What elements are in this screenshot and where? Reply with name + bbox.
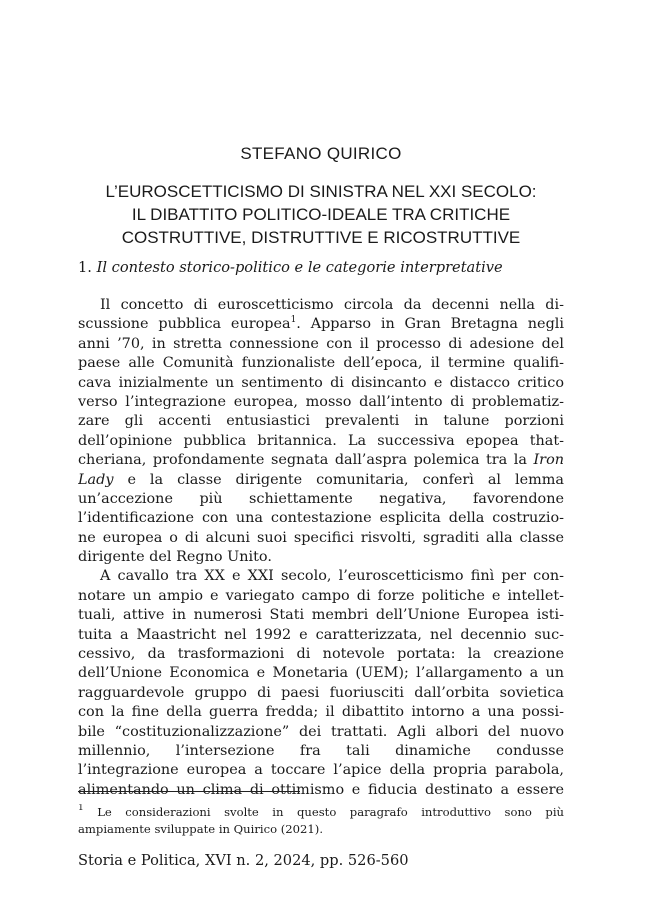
footnote-ref: 1 (290, 315, 297, 326)
text-line: Il concetto di euroscetticismo circola da decenni nella di- (100, 297, 564, 313)
text-line: notare un ampio e variegato campo di forze politiche e intellet- (78, 587, 564, 604)
journal-citation: Storia e Politica, XVI n. 2, 2024, pp. 526-560 (78, 852, 409, 869)
text-line: anni ’70, in stretta connessione con il processo di adesione del (78, 335, 564, 352)
text-line: ne europea o di alcuni suoi specifici risvolti, sgraditi alla classe (78, 529, 564, 546)
text-line: cava inizialmente un sentimento di disincanto e distacco critico (78, 374, 564, 391)
text-line: verso l’integrazione europea, mosso dall’intento di problematiz- (78, 393, 564, 410)
text-line (78, 451, 564, 470)
text-line: A cavallo tra XX e XXI secolo, l’euroscetticismo finì per con- (100, 568, 564, 585)
text-line: alimentando un clima di ottimismo e fiducia destinato a essere (78, 781, 564, 798)
section-heading (78, 259, 564, 276)
text-segment: cheriana, profondamente segnata dall’aspra polemica tra la (78, 452, 534, 469)
text-line: tuali, attive in numerosi Stati membri dell’Unione Europea isti- (78, 607, 564, 624)
text-segment: . Apparso in Gran Bretagna negli (296, 316, 564, 333)
text-line: l’identificazione con una contestazione esplicita della costruzio- (78, 510, 564, 527)
body-text (78, 296, 564, 800)
author-name: STEFANO QUIRICO (240, 144, 402, 163)
section-number: 1. (78, 259, 92, 276)
text-line: dell’opinione pubblica britannica. La successiva epopea that- (78, 432, 564, 449)
text-line: ragguardevole gruppo di paesi fuoriusciti dall’orbita sovietica (78, 684, 564, 701)
title-line: IL DIBATTITO POLITICO-IDEALE TRA CRITICHE (131, 205, 511, 224)
title-line: COSTRUTTIVE, DISTRUTTIVE E RICOSTRUTTIVE (121, 228, 521, 247)
article-title (78, 180, 564, 249)
text-segment: scussione pubblica europea (78, 316, 291, 333)
footnote-number: 1 (78, 804, 84, 813)
paragraph-2 (78, 567, 564, 800)
footnote-line (78, 804, 564, 821)
text-line (78, 315, 564, 334)
text-segment: e la classe dirigente comunitaria, conferì al lemma (113, 471, 564, 488)
text-line: con la fine della guerra fredda; il dibattito intorno a una possi- (78, 704, 564, 721)
paragraph-1 (78, 296, 564, 567)
text-line: paese alle Comunità funzionaliste dell’epoca, il termine qualifi- (78, 355, 564, 372)
paper-page (78, 0, 564, 922)
text-line: tuita a Maastricht nel 1992 e caratterizzata, nel decennio suc- (78, 626, 564, 643)
text-line: dirigente del Regno Unito. (78, 549, 272, 566)
italic-text: Iron (533, 452, 564, 469)
italic-text: Lady (78, 471, 114, 488)
title-line: L’EUROSCETTICISMO DI SINISTRA NEL XXI SECOLO: (105, 182, 537, 201)
text-line: dell’Unione Economica e Monetaria (UEM); l’allargamento a un (78, 665, 564, 682)
text-line (78, 471, 564, 490)
text-line: millennio, l’intersezione fra tali dinamiche condusse (78, 742, 564, 759)
text-line: cessivo, da trasformazioni di notevole portata: la creazione (78, 646, 564, 663)
section-title: Il contesto storico-politico e le categorie interpretative (96, 259, 503, 276)
text-line: un’accezione più schiettamente negativa, favorendone (78, 490, 564, 507)
text-segment: Le considerazioni svolte in questo paragrafo introduttivo sono più (83, 805, 564, 819)
text-line: bile “costituzionalizzazione” dei trattati. Agli albori del nuovo (78, 723, 564, 740)
footnote (78, 804, 564, 838)
text-line: l’integrazione europea a toccare l’apice della propria parabola, (78, 762, 564, 779)
text-line: zare gli accenti entusiastici prevalenti in talune porzioni (78, 413, 564, 430)
footnote-line: ampiamente sviluppate in Quirico (2021). (78, 822, 324, 836)
footnote-divider (78, 791, 300, 792)
